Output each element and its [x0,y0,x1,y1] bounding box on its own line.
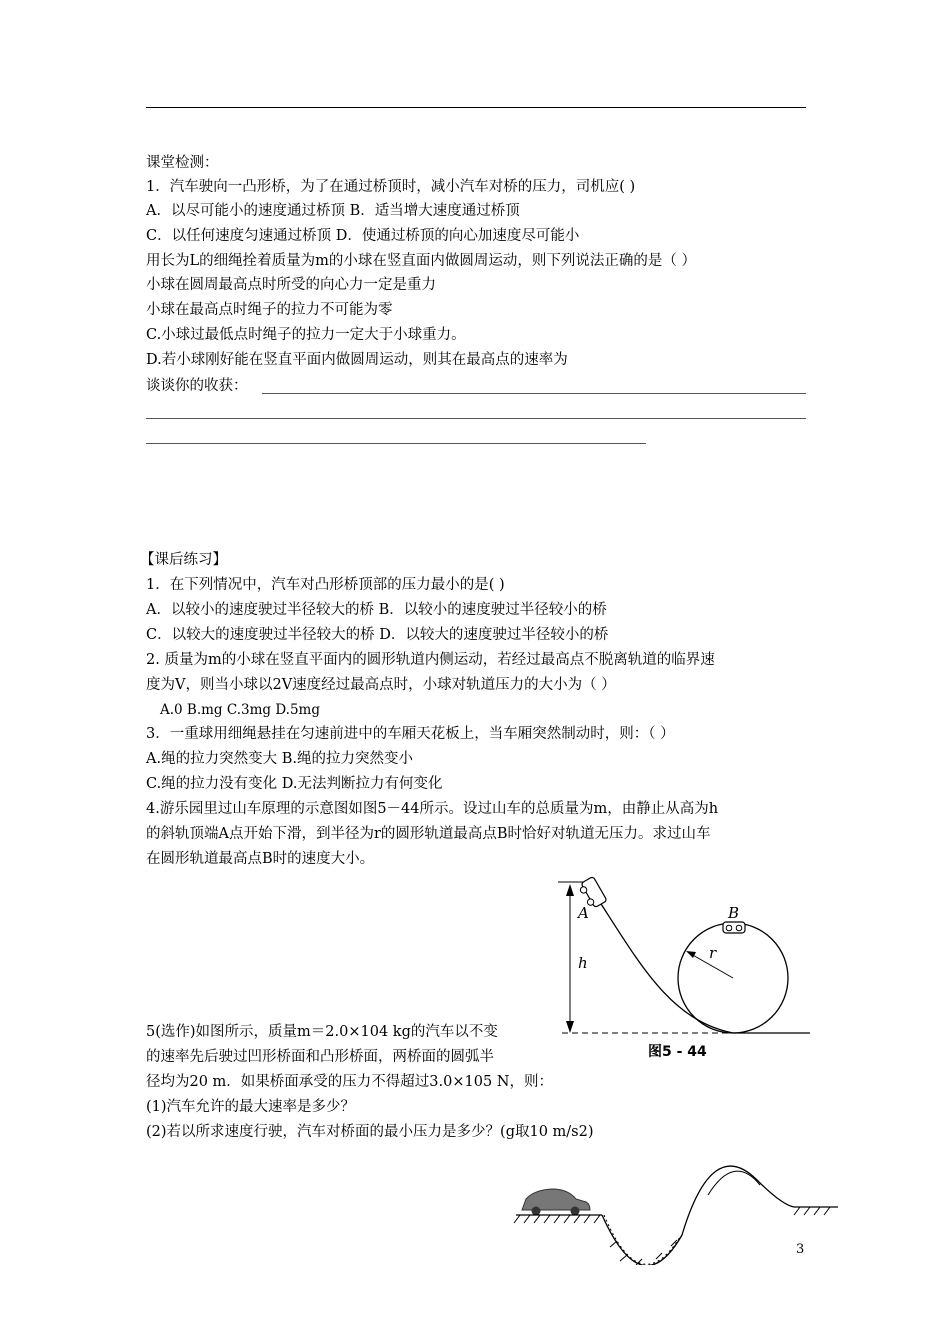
figure-caption: 图5 - 44 [648,1044,707,1060]
exercise-1: 1．在下列情况中，汽车对凸形桥顶部的压力最小的是( ) [146,577,505,593]
question-2: 用长为L的细绳拴着质量为m的小球在竖直面内做圆周运动，则下列说法正确的是（ ） [146,253,696,269]
exercise-1-options-cd: C．以较大的速度驶过半径较大的桥 D．以较大的速度驶过半径较小的桥 [146,627,609,643]
question-2-option-c: C.小球过最低点时绳子的拉力一定大于小球重力。 [146,327,466,343]
exercise-3-options-cd: C.绳的拉力没有变化 D.无法判断拉力有何变化 [146,776,443,792]
question-2-option-a: 小球在圆周最高点时所受的向心力一定是重力 [146,277,436,293]
label-b: B [728,904,740,922]
exercise-4-line-2: 的斜轨顶端A点开始下滑，到半径为r的圆形轨道最高点B时恰好对轨道无压力。求过山车 [146,826,711,842]
exercise-5-line-3: 径均为20 m．如果桥面承受的压力不得超过3.0×105 N，则： [146,1074,553,1090]
harvest-label: 谈谈你的收获： [146,378,248,394]
harvest-blank-line-3 [146,443,646,444]
exercise-3: 3．一重球用细绳悬挂在匀速前进中的车厢天花板上，当车厢突然制动时，则：（ ） [146,726,675,742]
exercise-2-line-2: 度为V，则当小球以2V速度经过最高点时，小球对轨道压力的大小为（ ） [146,677,616,693]
section-heading-exercises: 【课后练习】 [140,552,227,568]
harvest-blank-line-1 [262,393,806,394]
page-number: 3 [796,1242,805,1257]
question-1-options-ab: A．以尽可能小的速度通过桥顶 B．适当增大速度通过桥顶 [146,203,520,219]
harvest-blank-line-2 [146,418,806,419]
exercise-2-line-1: 2. 质量为m的小球在竖直平面内的圆形轨道内侧运动，若经过最高点不脱离轨道的临界速 [146,652,715,668]
roller-coaster-diagram [548,870,818,1070]
label-r: r [709,944,717,962]
exercise-5-line-2: 的速率先后驶过凹形桥面和凸形桥面，两桥面的圆弧半 [146,1049,494,1065]
section-heading-check: 课堂检测： [146,155,219,171]
exercise-1-options-ab: A．以较小的速度驶过半径较大的桥 B．以较小的速度驶过半径较小的桥 [146,602,607,618]
header-rule [146,107,806,108]
exercise-4-line-1: 4.游乐园里过山车原理的示意图如图5－44所示。设过山车的总质量为m，由静止从高为h [146,801,719,817]
exercise-5-sub-1: (1)汽车允许的最大速率是多少？ [146,1099,356,1115]
exercise-3-options-ab: A.绳的拉力突然变大 B.绳的拉力突然变小 [146,751,413,767]
question-1: 1．汽车驶向一凸形桥，为了在通过桥顶时，减小汽车对桥的压力，司机应( ) [146,179,636,195]
bridge-diagram [512,1155,842,1265]
question-1-options-cd: C．以任何速度匀速通过桥顶 D．使通过桥顶的向心加速度尽可能小 [146,228,580,244]
exercise-2-options: A.0 B.mg C.3mg D.5mg [160,702,320,718]
exercise-5-line-1: 5(选作)如图所示，质量m＝2.0×104 kg的汽车以不变 [146,1024,498,1040]
exercise-4-line-3: 在圆形轨道最高点B时的速度大小。 [146,851,375,867]
label-a: A [578,904,589,922]
question-2-option-b: 小球在最高点时绳子的拉力不可能为零 [146,302,393,318]
label-h: h [578,954,588,972]
exercise-5-sub-2: (2)若以所求速度行驶，汽车对桥面的最小压力是多少？(g取10 m/s2) [146,1124,594,1140]
question-2-option-d: D.若小球刚好能在竖直平面内做圆周运动，则其在最高点的速率为 [146,352,568,368]
